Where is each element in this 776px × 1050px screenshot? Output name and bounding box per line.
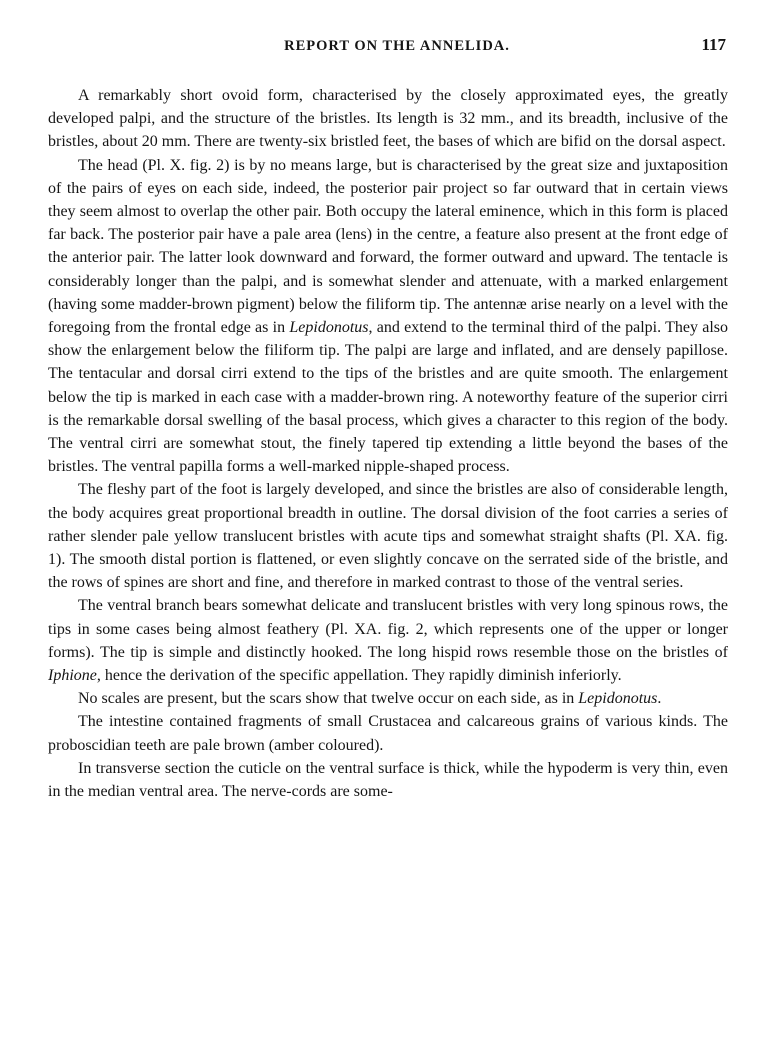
text-run: , and extend to the terminal third of the palpi. They also show the enlargement below the filiform tip. The palpi are large and inflated, and are densely papillose. The tentacular and dorsal cirri extend to the tips of the bristles and are quite smooth. The enlargement below the tip is marked in each case with a madder-brown ring. A noteworthy feature of the superior cirri is the remarkable dorsal swelling of the basal process, which gives a character to this region of the body. The ventral cirri are somewhat stout, the finely tapered tip extending a little beyond the bases of the bristles. The ventral papilla forms a well-marked nipple-shaped process. [48,319,729,476]
text-run: The ventral branch bears somewhat delicate and translucent bristles with very long spinous rows, the tips in some cases being almost feathery (Pl. XA. fig. 2, which represents one of the upper or longer forms). The tip is simple and distinctly hooked. The long hispid rows resemble those on the bristles of [48,597,728,661]
text-run: The head (Pl. X. fig. 2) is by no means large, but is characterised by the great size and juxtaposition of the pairs of eyes on each side, indeed, the posterior pair project so far outward that in certain views they seem almost to overlap the other pair. Both occupy the lateral eminence, which in this form is placed far back. The posterior pair have a pale area (lens) in the centre, a feature also present at the front edge of the anterior pair. The latter look downward and forward, the former outward and upward. The tentacle is considerably longer than the palpi, and is somewhat slender and attenuate, with a marked enlargement (having some madder-brown pigment) below the filiform tip. The antennæ arise nearly on a level with the foregoing from the frontal edge as in [48,156,728,337]
page [48,35,729,803]
paragraph [48,710,728,756]
text-run: The fleshy part of the foot is largely developed, and since the bristles are also of considerable length, the body acquires great proportional breadth in outline. The dorsal division of the foot carries a series of rather slender pale yellow translucent bristles with acute tips and somewhat straight shafts (Pl. XA. fig. 1). The smooth distal portion is flattened, or even slightly concave on the serrated side of the bristle, and the rows of spines are short and fine, and therefore in marked contrast to those of the ventral series. [48,481,728,592]
page-number: 117 [701,35,726,54]
text-run: A remarkably short ovoid form, characterised by the closely approximated eyes, the greatly developed palpi, and the structure of the bristles. Its length is 32 mm., and its breadth, inclusive of the bristles, about 20 mm. There are twenty-six bristled feet, the bases of which are bifid on the dorsal aspect. [48,87,728,151]
running-title: REPORT ON THE ANNELIDA. [284,38,510,54]
paragraph [48,594,728,687]
italic-term: Lepidonotus [289,319,369,337]
body-text [48,84,728,803]
paragraph [48,154,728,479]
text-run: No scales are present, but the scars show that twelve occur on each side, as in [78,690,579,708]
text-run: . [657,690,662,708]
paragraph [48,757,728,803]
paragraph [48,687,728,710]
paragraph [48,84,728,154]
italic-term: Lepidonotus [578,690,658,708]
text-run: The intestine contained fragments of small Crustacea and calcareous grains of various kinds. The proboscidian teeth are pale brown (amber coloured). [48,713,728,754]
paragraph [48,478,728,594]
running-header [48,35,728,64]
text-run: In transverse section the cuticle on the ventral surface is thick, while the hypoderm is very thin, even in the median ventral area. The nerve-cords are some- [48,759,728,801]
italic-term: Iphione [48,667,97,685]
text-run: , hence the derivation of the specific appellation. They rapidly diminish inferiorly. [96,667,622,685]
